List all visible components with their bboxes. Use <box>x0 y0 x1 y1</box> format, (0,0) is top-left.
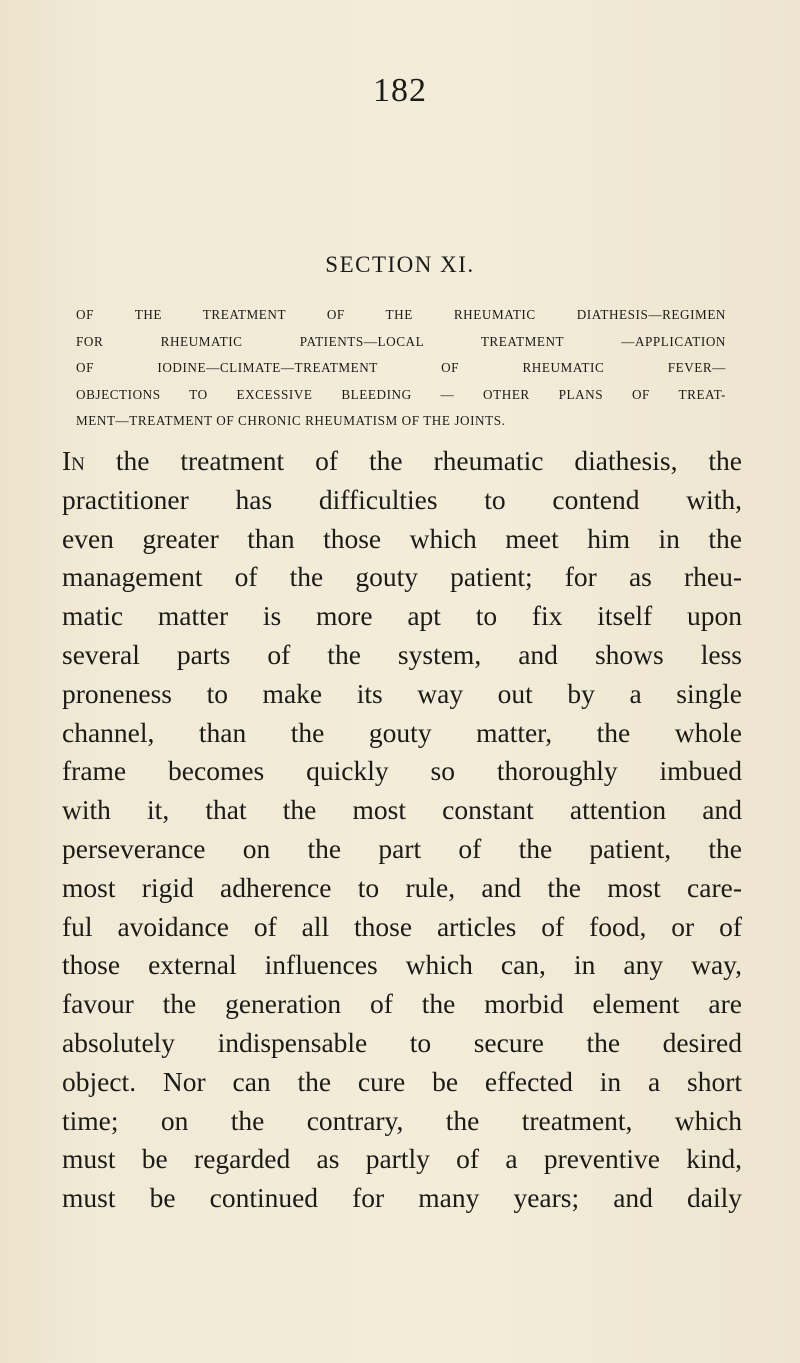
summary-line: OBJECTIONS TO EXCESSIVE BLEEDING — OTHER PLANS OF TREAT- <box>76 386 726 402</box>
summary-line: OF IODINE—CLIMATE—TREATMENT OF RHEUMATIC FEVER— <box>76 360 726 375</box>
body-line: with it, that the most constant attention and <box>62 794 742 826</box>
first-line-text: the treatment of the rheumatic diathesis, the <box>84 445 742 476</box>
body-line: frame becomes quickly so thoroughly imbued <box>62 755 742 787</box>
body-line: ful avoidance of all those articles of food, or of <box>62 910 742 942</box>
body-line: object. Nor can the cure be effected in a short <box>62 1065 742 1097</box>
summary-line: OF THE TREATMENT OF THE RHEUMATIC DIATHESIS—REGIMEN <box>76 307 726 322</box>
body-line: practitioner has difficulties to contend with, <box>62 483 742 515</box>
body-line: perseverance on the part of the patient, the <box>62 832 742 864</box>
summary-line: FOR RHEUMATIC PATIENTS—LOCAL TREATMENT —APPLICATION <box>76 333 726 349</box>
section-title: SECTION XI. <box>325 252 475 277</box>
body-line: favour the generation of the morbid element are <box>62 988 742 1020</box>
body-line: management of the gouty patient; for as rheu- <box>62 561 742 593</box>
body-line: must be continued for many years; and daily <box>62 1182 742 1214</box>
body-line: those external influences which can, in any way, <box>62 949 742 981</box>
body-line: absolutely indispensable to secure the desired <box>62 1026 742 1058</box>
body-paragraph <box>62 442 742 1218</box>
body-line: several parts of the system, and shows less <box>62 638 742 670</box>
body-line: proneness to make its way out by a single <box>62 677 742 709</box>
body-line: even greater than those which meet him in the <box>62 522 742 554</box>
lead-word: In <box>62 445 85 476</box>
section-summary <box>76 302 726 435</box>
summary-line: MENT—TREATMENT OF CHRONIC RHEUMATISM OF THE JOINTS. <box>76 413 506 428</box>
body-line: most rigid adherence to rule, and the most care- <box>62 871 742 903</box>
body-line <box>62 442 742 481</box>
body-line: must be regarded as partly of a preventive kind, <box>62 1143 742 1175</box>
body-line: time; on the contrary, the treatment, which <box>62 1104 742 1136</box>
body-line: channel, than the gouty matter, the whole <box>62 716 742 748</box>
page-number: 182 <box>373 72 427 109</box>
body-line: matic matter is more apt to fix itself upon <box>62 600 742 632</box>
